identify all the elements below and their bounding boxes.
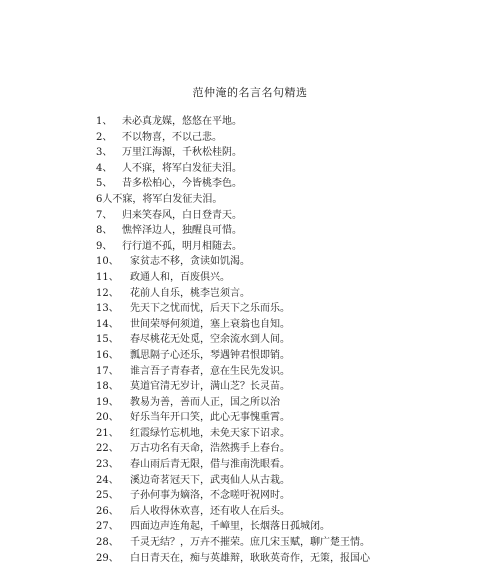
item-number: 28、 [96,537,119,549]
item-number: 11、 [96,271,119,283]
list-item [96,535,476,551]
quote-text: 子孙何事为嫡洛，不念嗟吁祝网时。 [130,490,290,502]
item-number: 4、 [96,162,113,174]
item-number: 9、 [96,240,113,252]
quote-text: 千灵无结？，万卉不摧荣。庶几宋玉赋，聊广楚王情。 [130,537,370,549]
list-item [96,286,476,302]
list-item [96,473,476,489]
item-number: 23、 [96,459,119,471]
item-number: 10、 [96,256,119,268]
list-item [96,410,476,426]
item-number: 29、 [96,552,119,564]
quote-text: 憔悴泽边人，独醒良可惜。 [122,225,242,237]
quote-text: 四面边声连角起，千嶂里，长烟落日孤城闭。 [130,521,330,533]
list-item [96,317,476,333]
list-item [96,457,476,473]
item-number: 25、 [96,490,119,502]
item-number: 17、 [96,365,119,377]
list-item [96,488,476,504]
item-number: 21、 [96,427,119,439]
item-number: 15、 [96,334,119,346]
quote-text: 春山雨后青无限，借与淮南洗眼看。 [130,459,290,471]
item-number: 20、 [96,412,119,424]
quote-text: 行行道不孤，明月相随去。 [122,240,242,252]
item-number: 1、 [96,116,113,127]
item-number: 19、 [96,396,119,408]
list-item [96,379,476,395]
quote-text: 家贫志不移，贪读如饥渴。 [130,256,250,268]
item-number: 8、 [96,225,113,237]
list-item [96,426,476,442]
item-number: 22、 [96,443,119,455]
list-item [96,348,476,364]
list-item [96,114,476,130]
list-item [96,270,476,286]
quote-text: 后人收得休欢喜，还有收人在后头。 [130,505,290,517]
item-number: 26、 [96,505,119,517]
item-number: 16、 [96,349,119,361]
quote-list [96,114,476,566]
quote-text: 未必真龙媒，悠悠在平地。 [122,116,242,127]
list-item [96,332,476,348]
quote-text: 6人不寐，将军白发征夫泪。 [96,193,223,205]
item-number: 24、 [96,474,119,486]
list-item [96,176,476,192]
list-item [96,130,476,146]
list-item [96,519,476,535]
quote-text: 教易为善，善而人正，国之所以治 [130,396,280,408]
item-number: 7、 [96,209,113,221]
quote-text: 红霞绿竹忘机地，未免天家下诏求。 [130,427,290,439]
item-number: 5、 [96,178,113,190]
quote-text: 花前人自乐，桃李岂须言。 [130,287,250,299]
quote-text: 谁言吾子青春者，意在生民先发识。 [130,365,290,377]
list-item [96,223,476,239]
list-item [96,192,476,208]
item-number: 14、 [96,318,119,330]
item-number: 3、 [96,147,113,159]
list-item [96,551,476,567]
quote-text: 白日青天在，痴与英雄辩，耿耿英奇作，无策，报国心 [130,552,370,564]
list-item [96,301,476,317]
list-item [96,239,476,255]
list-item [96,504,476,520]
document-title: 范仲淹的名言名句精选 [192,86,308,99]
list-item [96,364,476,380]
item-number: 12、 [96,287,119,299]
list-item [96,161,476,177]
quote-text: 先天下之忧而忧，后天下之乐而乐。 [130,303,290,315]
quote-text: 好乐当年开口笑，此心无事愧重霄。 [130,412,290,424]
list-item [96,395,476,411]
item-number: 13、 [96,303,119,315]
quote-text: 溪边奇茗冠天下，武夷仙人从古栽。 [130,474,290,486]
quote-text: 不以物喜，不以己悲。 [122,131,222,143]
quote-text: 春尽桃花无处觅，空余流水到人间。 [130,334,290,346]
item-number: 18、 [96,381,119,393]
quote-text: 万古功名有天命，浩然携手上春台。 [130,443,290,455]
quote-text: 莫道官清无岁计，满山芝？长灵苗。 [130,381,290,393]
list-item [96,208,476,224]
list-item [96,441,476,457]
quote-text: 世间荣辱何须道，塞上衰翁也自知。 [130,318,290,330]
list-item [96,254,476,270]
quote-text: 归来笑春风，白日登青天。 [122,209,242,221]
quote-text: 万里江海源，千秋松桂阴。 [122,147,242,159]
quote-text: 瓢思隔子心还乐，琴遇钟君恨即销。 [130,349,290,361]
item-number: 2、 [96,131,113,143]
list-item [96,145,476,161]
quote-text: 昔多松柏心，今皆桃李色。 [122,178,242,190]
quote-text: 政通人和，百废俱兴。 [130,271,230,283]
quote-text: 人不寐，将军白发征夫泪。 [122,162,242,174]
item-number: 27、 [96,521,119,533]
